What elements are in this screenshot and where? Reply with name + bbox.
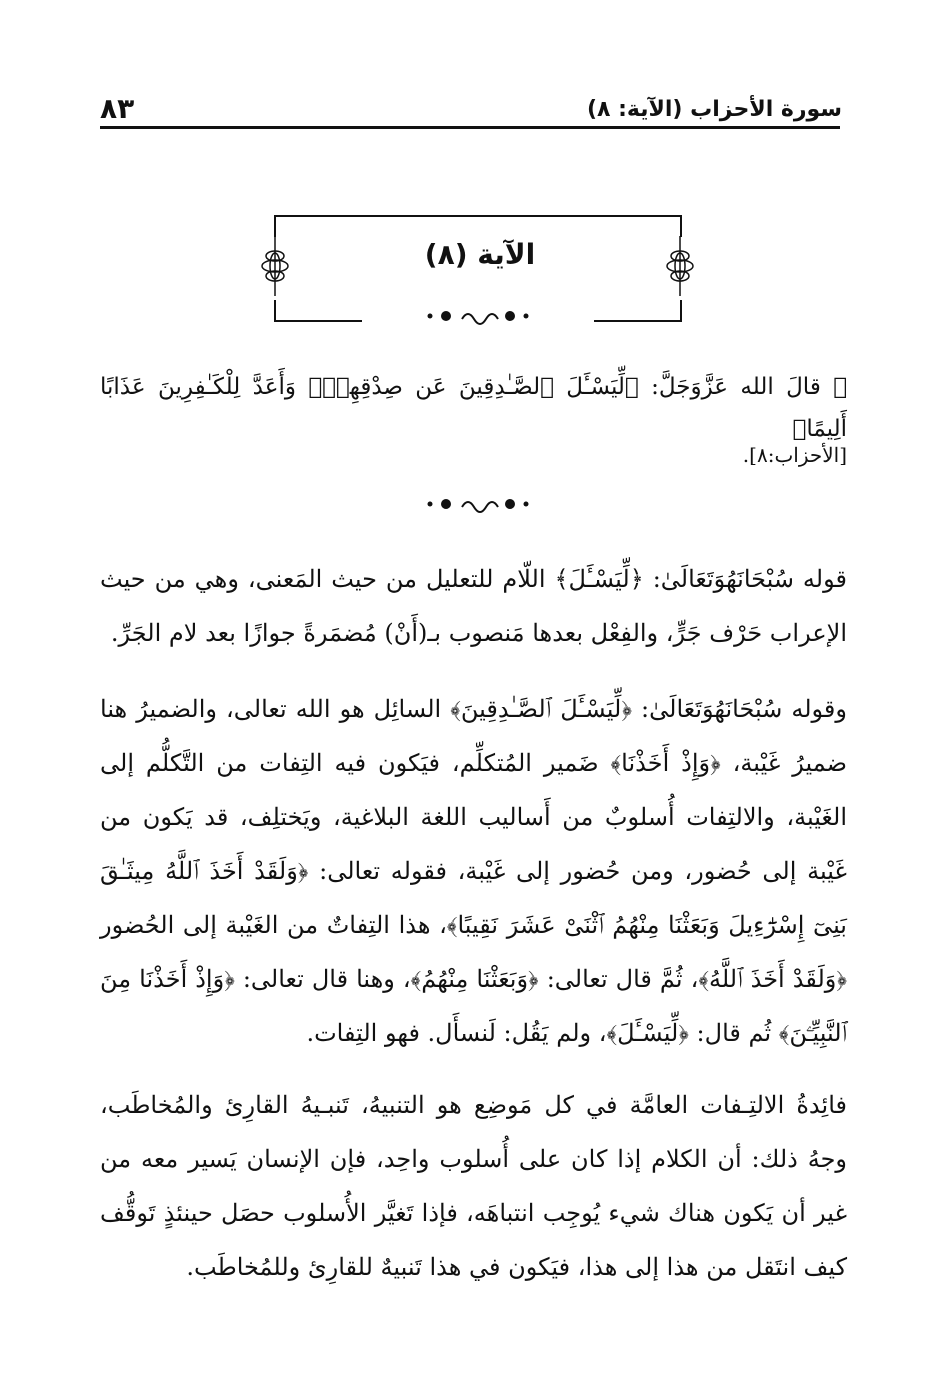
commentary-paragraph: قوله سُبْحَانَهُوَتَعَالَىٰ: ﴿لِّيَسْـَٔلَ﴾ اللّام للتعليل من حيث المَعنى، وهي من حيث الإعراب حَرْف جَرٍّ، والفِعْل بعدها مَنصوب بـ(أَنْ) مُضمَرةً جوازًا بعد لام الجَرِّ. (100, 565, 847, 647)
commentary-paragraph: وقوله سُبْحَانَهُوَتَعَالَىٰ: ﴿لِّيَسْـَٔلَ ٱلصَّـٰدِقِينَ﴾ السائِل هو الله تعالى، والضميرُ هنا ضميرُ غَيْبة، ﴿وَإِذْ أَخَذْنَا﴾ ضَمير المُتكلِّم، فيَكون فيه التِفات من التَّكلُّم إلى الغَيْبة، والالتِفات أُسلوبٌ من أَساليب اللغة البلاغية، ويَختلِف، قد يَكون من غَيْبة إلى حُضور، ومن حُضور إلى غَيْبة، فقوله تعالى: ﴿وَلَقَدْ أَخَذَ ٱللَّهُ مِيثَـٰقَ بَنِىٓ إِسْرَٰٓءِيلَ وَبَعَثْنَا مِنْهُمُ ٱثْنَىْ عَشَرَ نَقِيبًا﴾، هذا التِفاتٌ من الغَيْبة إلى الحُضور ﴿وَلَقَدْ أَخَذَ ٱللَّهُ﴾، ثُمَّ قال تعالى: ﴿وَبَعَثْنَا مِنْهُمُ﴾، وهنا قال تعالى: ﴿وَإِذْ أَخَذْنَا مِنَ ٱلنَّبِيِّـۧنَ﴾ ثُم قال: ﴿لِّيَسْـَٔلَ﴾، ولم يَقُل: لَنسأَل. فهو التِفات. (100, 695, 847, 1047)
frame-left-lower-tick (274, 300, 276, 322)
divider-ornament-icon (418, 306, 538, 326)
commentary-paragraph: فائِدةُ الالتِـفات العامَّة في كل مَوضِع هو التنبيهُ، تَنبـيهُ القارِئ والمُخاطَب، وجهُ ذلك: أن الكلام إذا كان على أُسلوب واحِد، فإن الإنسان يَسير معه من غير أن يَكون هناك شيء يُوجِب انتباهَه، فإذا تَغيَّر الأُسلوب حصَل حينئذٍ تَوقُّف كيف انتَقل من هذا إلى هذا، فيَكون في هذا تَنبيهٌ للقارِئ وللمُخاطَب. (100, 1091, 847, 1281)
section-title: الآية (٨) (424, 238, 536, 271)
verse-reference: [الأحزاب:٨]. (742, 443, 847, 467)
verse-text: ۞ قالَ الله عَزَّوَجَلَّ: ﴿لِّيَسْـَٔلَ ٱلصَّـٰدِقِينَ عَن صِدْقِهِمْۚ وَأَعَدَّ لِلْكَـٰفِرِينَ عَذَابًا أَلِيمًا﴾ (100, 374, 847, 442)
frame-right-upper-tick (680, 215, 682, 237)
knot-ornament-icon (662, 236, 698, 296)
frame-bottom-right-line (594, 320, 682, 322)
divider-ornament-icon (418, 494, 538, 514)
frame-right-lower-tick (680, 300, 682, 322)
frame-left-upper-tick (274, 215, 276, 237)
knot-ornament-icon (257, 236, 293, 296)
running-header-surah-title: سورة الأحزاب (الآية: ٨) (586, 97, 842, 122)
page-number: ٨٣ (100, 92, 135, 125)
frame-bottom-left-line (274, 320, 362, 322)
frame-top-line (274, 215, 682, 217)
header-rule (100, 126, 840, 129)
